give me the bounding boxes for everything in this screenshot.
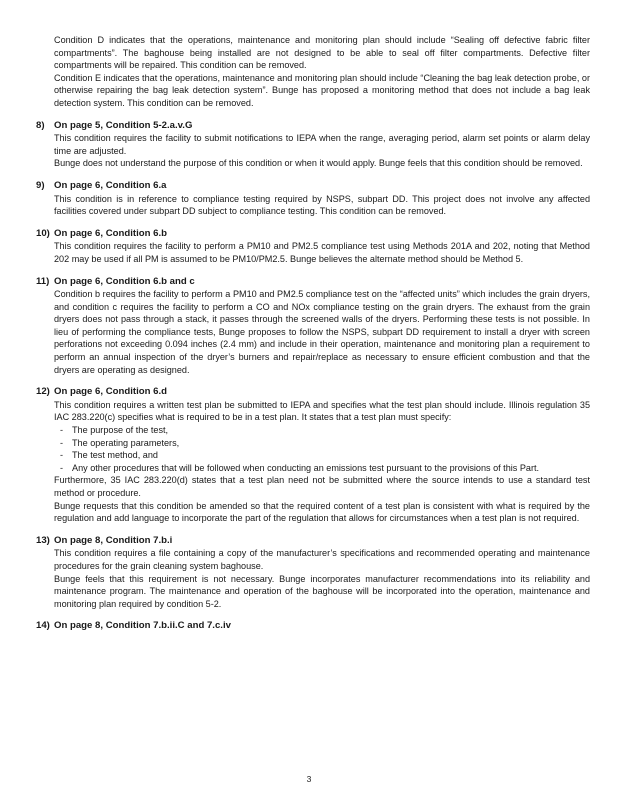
intro-paragraph: Condition D indicates that the operations, maintenance and monitoring plan should include “Sealing off defective fabric filter compartments”. The baghouse being installed are not designed to be able to seal off filter compartments. Defective filter compartments will be repaired. This condition can be removed. bbox=[54, 35, 590, 71]
intro-section bbox=[36, 34, 590, 110]
item-paragraph: This condition requires a written test plan be submitted to IEPA and specifies what the test plan should include. Illinois regulation 35 IAC 283.220(c) specifies what is required to be in a test plan. It states that a test plan must specify: bbox=[54, 399, 590, 423]
item-paragraph: Condition b requires the facility to perform a PM10 and PM2.5 compliance test on the “affected units” which includes the grain dryers, and condition c requires the facility to perform a CO and NOx compliance testing on the grain dryers. The exhaust from the grain dryers does not pass through a stack, it passes through the screened walls of the dryers. Performing these tests is not possible. In lieu of performing the compliance tests, Bunge proposes to follow the NSPS, subpart DD requirement to install a dryer with screen perforations not exceeding 0.094 inches (2.4 mm) and include in their operation, maintenance and monitoring plan a requirement to perform an annual inspection of the dryer’s burners and repair/replace as necessary to ensure efficient combustion and that the dryers are operating as designed. bbox=[54, 289, 590, 375]
item-paragraph: This condition requires a file containing a copy of the manufacturer’s specifications and recommended operating and maintenance procedures for the grain cleaning system baghouse. bbox=[54, 548, 590, 571]
item-number: 11) bbox=[36, 275, 50, 287]
item-title: On page 8, Condition 7.b.ii.C and 7.c.iv bbox=[54, 620, 231, 632]
item-paragraph: Bunge requests that this condition be amended so that the required content of a test plan is consistent with what is required by the regulation and add language to incorporate the part of the regulation that allows for circumstances when a test plan is not required. bbox=[54, 500, 590, 524]
item-number: 12) bbox=[36, 386, 50, 398]
comment-item-13 bbox=[36, 535, 590, 611]
item-number: 13) bbox=[36, 534, 50, 546]
item-heading bbox=[36, 180, 590, 193]
item-title: On page 6, Condition 6.d bbox=[54, 386, 167, 398]
list-item: - The test method, and bbox=[60, 449, 590, 462]
intro-paragraph: Condition E indicates that the operations, maintenance and monitoring plan should include “Cleaning the bag leak detection probe, or otherwise repairing the bag leak detection system”. Bunge has proposed a monitoring method that does not include a bag leak detection system. This condition can be removed. bbox=[54, 72, 590, 108]
item-number: 10) bbox=[36, 227, 50, 239]
item-paragraph: This condition requires the facility to submit notifications to IEPA when the range, averaging period, alarm set points or alarm delay time are adjusted. bbox=[54, 133, 590, 156]
comment-item-9 bbox=[36, 180, 590, 218]
item-paragraph: This condition requires the facility to perform a PM10 and PM2.5 compliance test using Methods 201A and 202, noting that Method 202 may be used if all PM is assumed to be PM10/PM2.5. Bunge believes the alternate method should be Method 5. bbox=[54, 241, 590, 264]
item-number: 9) bbox=[36, 179, 45, 191]
item-heading bbox=[36, 620, 590, 633]
item-number: 8) bbox=[36, 119, 45, 131]
list-item: - The purpose of the test, bbox=[60, 424, 590, 437]
item-title: On page 6, Condition 6.b and c bbox=[54, 275, 195, 287]
test-plan-list bbox=[54, 424, 590, 474]
comment-item-10 bbox=[36, 228, 590, 266]
item-title: On page 6, Condition 6.b bbox=[54, 227, 167, 239]
item-paragraph: Bunge feels that this requirement is not necessary. Bunge incorporates manufacturer recommendations into its reliability and maintenance program. The maintenance and operation of the baghouse will be incorporated into the operation, maintenance and monitoring plan required by condition 5-2. bbox=[54, 573, 590, 609]
item-heading bbox=[36, 535, 590, 548]
comment-item-12 bbox=[36, 386, 590, 525]
comment-item-14 bbox=[36, 620, 590, 633]
page-number: 3 bbox=[306, 774, 312, 784]
item-heading bbox=[36, 120, 590, 133]
list-item: - The operating parameters, bbox=[60, 437, 590, 450]
item-number: 14) bbox=[36, 620, 50, 632]
item-heading bbox=[36, 276, 590, 289]
item-heading bbox=[36, 228, 590, 241]
comment-item-8 bbox=[36, 120, 590, 170]
item-title: On page 8, Condition 7.b.i bbox=[54, 534, 173, 546]
item-title: On page 5, Condition 5-2.a.v.G bbox=[54, 119, 193, 131]
item-paragraph: Furthermore, 35 IAC 283.220(d) states that a test plan need not be submitted where the source intends to use a standard test method or procedure. bbox=[54, 475, 590, 498]
list-item: - Any other procedures that will be followed when conducting an emissions test pursuant to the provisions of this Part. bbox=[60, 462, 590, 475]
item-paragraph: Bunge does not understand the purpose of this condition or when it would apply. Bunge feels that this condition should be removed. bbox=[54, 158, 583, 169]
comment-item-11 bbox=[36, 276, 590, 377]
item-paragraph: This condition is in reference to compliance testing required by NSPS, subpart DD. This project does not involve any affected facilities covered under subpart DD subject to compliance testing. This condition can be removed. bbox=[54, 193, 590, 217]
item-heading bbox=[36, 386, 590, 399]
item-title: On page 6, Condition 6.a bbox=[54, 179, 167, 191]
